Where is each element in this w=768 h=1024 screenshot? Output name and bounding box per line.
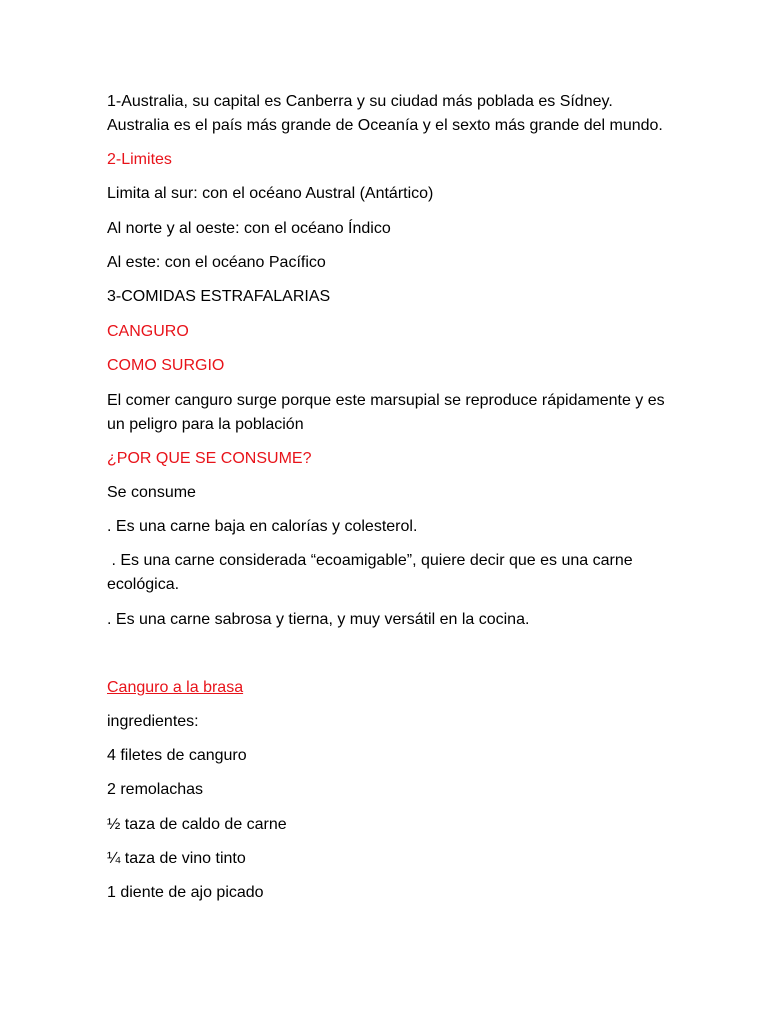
limit-south: Limita al sur: con el océano Austral (Antártico) [107, 185, 434, 202]
reason-2-line-2: ecológica. [107, 576, 180, 593]
ingredient-item: 1 diente de ajo picado [107, 884, 264, 901]
reason-3: . Es una carne sabrosa y tierna, y muy versátil en la cocina. [107, 611, 530, 628]
limits-heading: 2-Limites [107, 151, 172, 168]
kangaroo-heading: CANGURO [107, 323, 189, 340]
reason-1: . Es una carne baja en calorías y colesterol. [107, 518, 418, 535]
origin-line-1: El comer canguro surge porque este marsupial se reproduce rápidamente y es [107, 392, 665, 409]
intro-line-2: Australia es el país más grande de Oceanía y el sexto más grande del mundo. [107, 117, 663, 134]
origin-heading: COMO SURGIO [107, 357, 225, 374]
ingredient-item: 4 filetes de canguro [107, 747, 247, 764]
consumed-label: Se consume [107, 484, 196, 501]
recipe-title: Canguro a la brasa [107, 679, 244, 696]
limit-east: Al este: con el océano Pacífico [107, 254, 326, 271]
origin-line-2: un peligro para la población [107, 416, 304, 433]
ingredients-label: ingredientes: [107, 713, 199, 730]
foods-heading: 3-COMIDAS ESTRAFALARIAS [107, 288, 331, 305]
limit-north-west: Al norte y al oeste: con el océano Índico [107, 220, 391, 237]
intro-line-1: 1-Australia, su capital es Canberra y su ciudad más poblada es Sídney. [107, 93, 613, 110]
why-heading: ¿POR QUE SE CONSUME? [107, 450, 312, 467]
ingredient-item: ½ taza de caldo de carne [107, 816, 287, 833]
reason-2-line-1: . Es una carne considerada “ecoamigable”, quiere decir que es una carne [107, 552, 633, 569]
ingredient-item: 2 remolachas [107, 781, 204, 798]
ingredient-item: ¼ taza de vino tinto [107, 850, 246, 867]
